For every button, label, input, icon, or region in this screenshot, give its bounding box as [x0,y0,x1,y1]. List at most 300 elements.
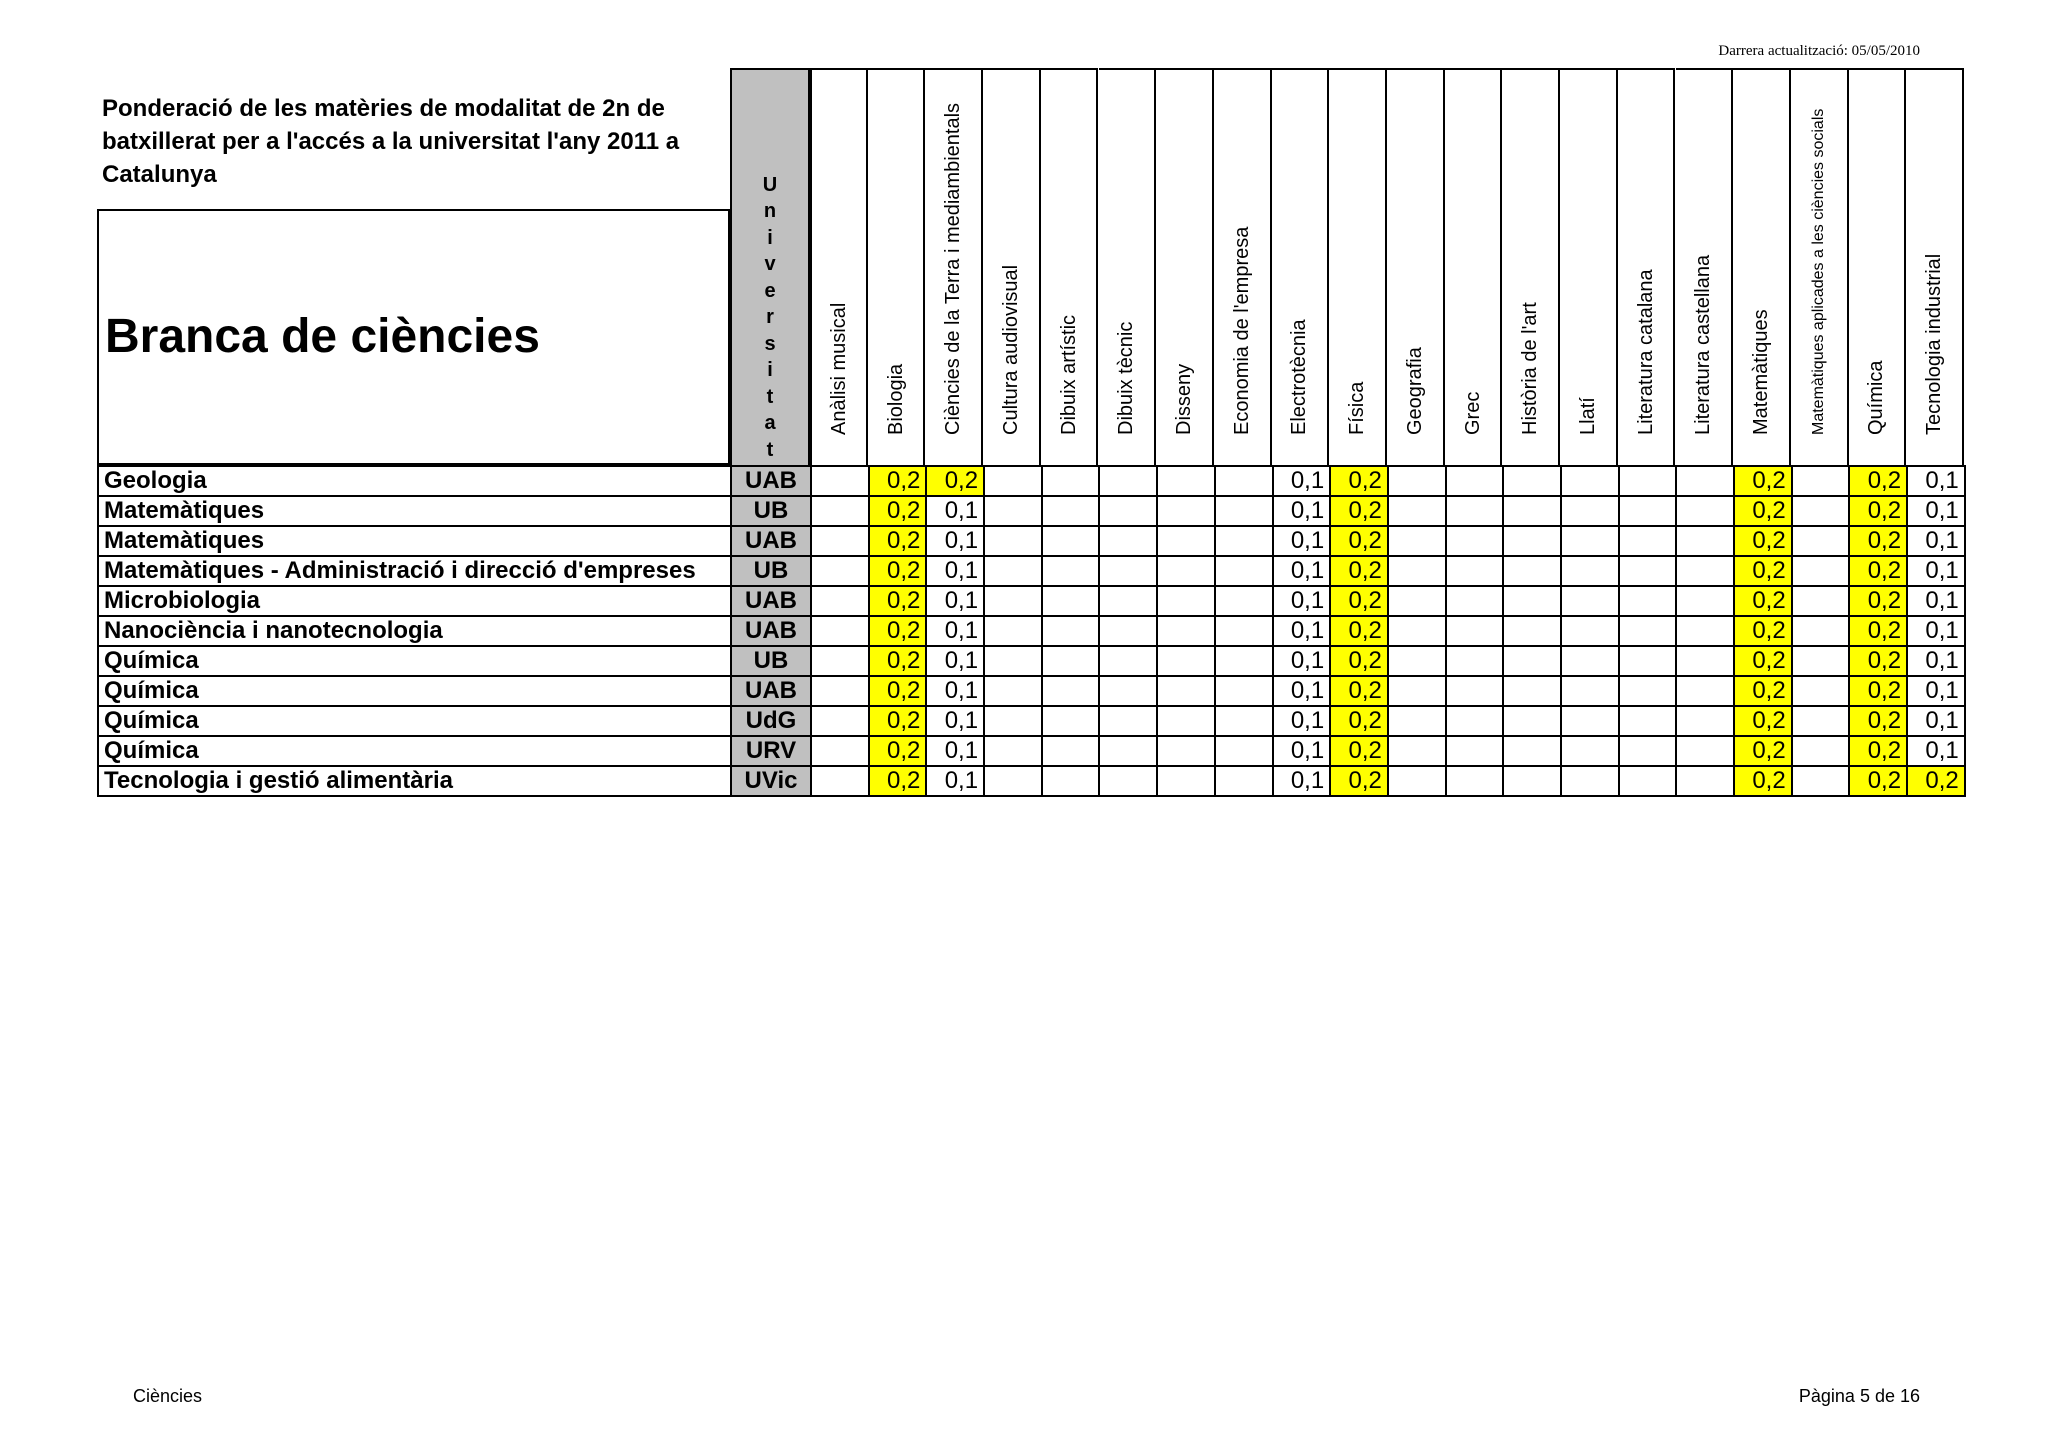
degree-cell: Nanociència i nanotecnologia [98,616,731,646]
weight-cell [1215,616,1273,646]
weight-cell: 0,2 [1849,676,1907,706]
subject-header [983,68,1041,465]
weight-cell [1619,646,1677,676]
weight-cell: 0,2 [1734,496,1792,526]
university-cell: UB [731,496,811,526]
weight-cell: 0,1 [926,586,984,616]
weight-cell [1157,466,1215,496]
weight-cell [1503,526,1561,556]
weight-cell [1561,766,1619,796]
subject-header [925,68,983,465]
weight-cell: 0,1 [926,496,984,526]
weight-cell [811,616,869,646]
weight-cell [1676,766,1734,796]
weight-cell [1503,496,1561,526]
weight-cell: 0,1 [1907,496,1965,526]
subject-header [1791,68,1849,465]
weight-cell [1503,646,1561,676]
weight-cell: 0,1 [1273,616,1331,646]
weight-cell [1792,586,1850,616]
weight-cell [984,676,1042,706]
weight-cell [1446,466,1504,496]
weight-cell [811,706,869,736]
weight-cell: 0,2 [869,616,927,646]
weight-cell [1388,466,1446,496]
weight-cell: 0,2 [1330,706,1388,736]
university-cell: UB [731,646,811,676]
weight-cell [811,676,869,706]
weight-cell: 0,2 [1907,766,1965,796]
weight-cell [1619,616,1677,646]
weight-cell: 0,1 [1907,646,1965,676]
weight-cell [811,736,869,766]
weight-cell [1446,496,1504,526]
weight-cell [1042,646,1100,676]
weight-cell [1792,466,1850,496]
weight-cell: 0,1 [1273,556,1331,586]
weight-cell: 0,1 [1273,586,1331,616]
table-row [98,466,1965,496]
weight-cell [1619,676,1677,706]
weight-cell: 0,1 [1907,676,1965,706]
subject-header-label: Química [1865,360,1888,435]
weight-cell [1446,646,1504,676]
weight-cell [1503,766,1561,796]
weight-cell [1792,646,1850,676]
degree-cell: Matemàtiques - Administració i direcció d'empreses [98,556,731,586]
weight-cell [1099,466,1157,496]
last-update-date: Darrera actualització: 05/05/2010 [1718,43,1920,59]
university-cell: UVic [731,766,811,796]
weight-cell: 0,1 [926,736,984,766]
university-cell: UdG [731,706,811,736]
weight-cell [1388,766,1446,796]
weight-cell [1042,556,1100,586]
weight-cell: 0,1 [926,526,984,556]
weight-cell [1388,616,1446,646]
weight-cell [1215,736,1273,766]
weight-cell [1099,736,1157,766]
weight-cell: 0,1 [1273,676,1331,706]
weight-cell [1676,586,1734,616]
weight-cell [1503,736,1561,766]
weight-cell [1446,706,1504,736]
weight-cell [1388,556,1446,586]
table-row [98,586,1965,616]
weight-cell [1215,526,1273,556]
weight-cell [811,646,869,676]
weight-cell [1792,676,1850,706]
weight-cell [1503,676,1561,706]
weight-cell: 0,2 [1330,526,1388,556]
weight-cell [1676,496,1734,526]
weight-cell [1446,556,1504,586]
weight-cell: 0,1 [1273,466,1331,496]
subject-header-label: Literatura castellana [1692,254,1715,435]
subject-header-label: Dibuix tècnic [1115,321,1138,435]
weight-cell: 0,2 [869,766,927,796]
weight-cell [1561,586,1619,616]
subject-header-label: Grec [1461,391,1484,435]
weight-cell [1561,736,1619,766]
weight-cell: 0,2 [1330,616,1388,646]
weight-cell [1676,676,1734,706]
degree-cell: Química [98,706,731,736]
weight-cell: 0,1 [926,646,984,676]
weight-cell: 0,2 [869,526,927,556]
weight-cell: 0,2 [1734,616,1792,646]
weight-cell: 0,1 [1273,766,1331,796]
table-row [98,496,1965,526]
weight-cell: 0,2 [1849,526,1907,556]
weight-cell: 0,1 [1273,646,1331,676]
weight-cell [1157,556,1215,586]
weight-cell [811,586,869,616]
weight-cell [1388,706,1446,736]
weight-cell: 0,2 [1330,496,1388,526]
subject-header [1445,68,1503,465]
table-row [98,736,1965,766]
weight-cell [984,766,1042,796]
weight-cell: 0,2 [1330,556,1388,586]
weight-cell [811,766,869,796]
weight-cell [1099,676,1157,706]
weight-cell [1619,466,1677,496]
weight-cell: 0,1 [926,706,984,736]
subject-header [1156,68,1214,465]
table-row [98,646,1965,676]
weight-cell: 0,1 [926,556,984,586]
weight-cell: 0,2 [869,556,927,586]
degree-cell: Matemàtiques [98,496,731,526]
weight-cell [1561,556,1619,586]
subject-header [1272,68,1330,465]
weight-cell: 0,2 [1849,466,1907,496]
weight-cell: 0,2 [869,706,927,736]
weight-cell [1503,466,1561,496]
subject-header-label: Biologia [884,363,907,435]
weight-cell [1157,496,1215,526]
weight-cell [1215,766,1273,796]
university-cell: UAB [731,466,811,496]
weight-cell [1099,616,1157,646]
weight-cell [1792,706,1850,736]
weight-cell [1561,646,1619,676]
weight-cell [1388,496,1446,526]
weight-cell [1619,736,1677,766]
weight-cell [984,496,1042,526]
weight-cell: 0,2 [1849,706,1907,736]
weight-cell [1099,556,1157,586]
weight-cell: 0,1 [1273,736,1331,766]
weight-cell [984,646,1042,676]
weight-cell [1561,466,1619,496]
table-row [98,676,1965,706]
weighting-table [97,465,1966,797]
weight-cell: 0,1 [926,766,984,796]
subject-header [1849,68,1907,465]
weight-cell [1042,706,1100,736]
weight-cell [1099,526,1157,556]
weight-cell [1388,646,1446,676]
weight-cell: 0,1 [1907,706,1965,736]
university-cell: UB [731,556,811,586]
subject-header [810,68,868,465]
weight-cell: 0,2 [1849,586,1907,616]
subject-header-label: Geografia [1403,347,1426,435]
degree-cell: Tecnologia i gestió alimentària [98,766,731,796]
weight-cell: 0,1 [1907,556,1965,586]
weight-cell [1042,586,1100,616]
weight-cell [984,736,1042,766]
subject-header-label: Electrotècnia [1288,319,1311,435]
degree-cell: Química [98,646,731,676]
subject-header [1618,68,1676,465]
weight-cell [1388,676,1446,706]
weight-cell [1619,556,1677,586]
weight-cell: 0,1 [1907,526,1965,556]
weight-cell: 0,2 [1734,706,1792,736]
weight-cell [984,466,1042,496]
degree-cell: Geologia [98,466,731,496]
weight-cell: 0,2 [1330,676,1388,706]
weight-cell: 0,2 [1330,586,1388,616]
weight-cell: 0,2 [926,466,984,496]
weight-cell [811,556,869,586]
weight-cell [1388,586,1446,616]
subject-header-label: Disseny [1173,363,1196,435]
subject-header [1560,68,1618,465]
weight-cell [984,706,1042,736]
weight-cell [1042,766,1100,796]
weight-cell: 0,2 [1734,736,1792,766]
subject-header [1214,68,1272,465]
weight-cell: 0,2 [869,736,927,766]
weight-cell [1503,616,1561,646]
table-row [98,706,1965,736]
weight-cell [1099,646,1157,676]
weight-cell: 0,2 [1734,676,1792,706]
weight-cell [1561,706,1619,736]
weight-cell [984,586,1042,616]
weight-cell [811,466,869,496]
subject-header-label: Tecnologia industrial [1923,253,1946,435]
subject-header [1676,68,1734,465]
subject-header [1906,68,1964,465]
weight-cell: 0,2 [1849,736,1907,766]
weight-cell [1388,526,1446,556]
weight-cell [1099,496,1157,526]
weight-cell [1561,616,1619,646]
weight-cell: 0,2 [1734,586,1792,616]
weight-cell [1619,766,1677,796]
subject-header-label: Ciències de la Terra i mediambientals [942,102,965,435]
weight-cell [1042,736,1100,766]
degree-cell: Matemàtiques [98,526,731,556]
weight-cell [984,616,1042,646]
weight-cell [811,526,869,556]
subject-header [1387,68,1445,465]
weight-cell: 0,1 [1273,706,1331,736]
weight-cell: 0,1 [1907,616,1965,646]
weight-cell [1042,526,1100,556]
weight-cell [1099,586,1157,616]
weight-cell [1503,556,1561,586]
weight-cell: 0,2 [869,586,927,616]
footer-section-name: Ciències [133,1386,203,1406]
subject-header [1099,68,1157,465]
university-cell: UAB [731,676,811,706]
weight-cell [1792,556,1850,586]
weight-cell: 0,2 [1734,466,1792,496]
subject-header-label: Matemàtiques [1750,309,1773,435]
subject-header-label: Matemàtiques aplicades a les ciències socials [1809,108,1827,435]
weight-cell [1215,646,1273,676]
weight-cell [1792,736,1850,766]
weight-cell: 0,2 [1734,646,1792,676]
subject-header [1329,68,1387,465]
weight-cell [1215,466,1273,496]
weight-cell [1157,586,1215,616]
weight-cell [1503,706,1561,736]
weight-cell: 0,2 [1849,496,1907,526]
weight-cell: 0,1 [1907,466,1965,496]
university-cell: UAB [731,526,811,556]
weight-cell [1215,586,1273,616]
weight-cell [1042,616,1100,646]
weight-cell [811,496,869,526]
table-row [98,616,1965,646]
weight-cell [1676,616,1734,646]
weight-cell: 0,2 [1734,766,1792,796]
weight-cell [1215,556,1273,586]
subject-header-label: Economia de l'empresa [1230,226,1253,435]
subject-header-label: Història de l'art [1519,302,1542,435]
weight-cell [1157,736,1215,766]
weight-cell [1446,766,1504,796]
weight-cell [984,556,1042,586]
weight-cell [1215,496,1273,526]
weight-cell [1503,586,1561,616]
weight-cell [1561,496,1619,526]
weight-cell [1157,766,1215,796]
weight-cell [1446,526,1504,556]
subject-header [1502,68,1560,465]
subject-header [868,68,926,465]
weight-cell [1792,526,1850,556]
weight-cell: 0,2 [1734,526,1792,556]
weight-cell [1561,676,1619,706]
weight-cell [1042,496,1100,526]
subject-header-label: Dibuix artístic [1057,314,1080,435]
weight-cell [1446,616,1504,646]
weight-cell [1792,496,1850,526]
degree-cell: Química [98,736,731,766]
subject-header-label: Cultura audiovisual [999,264,1022,435]
weight-cell [1157,526,1215,556]
weight-cell: 0,2 [869,496,927,526]
weight-cell: 0,1 [1273,526,1331,556]
subject-header-label: Literatura catalana [1634,269,1657,435]
document-title: Ponderació de les matèries de modalitat de 2n de batxillerat per a l'accés a la universitat l'any 2011 a Catalunya [102,95,680,188]
weight-cell [1099,706,1157,736]
weight-cell: 0,2 [869,676,927,706]
weight-cell [1676,646,1734,676]
weight-cell [1157,616,1215,646]
weight-cell: 0,2 [1849,646,1907,676]
weight-cell [1676,466,1734,496]
weight-cell: 0,2 [869,466,927,496]
weight-cell [1446,676,1504,706]
weight-cell [1676,526,1734,556]
subject-header-label: Llatí [1576,397,1599,435]
university-cell: UAB [731,616,811,646]
weight-cell [1676,736,1734,766]
weight-cell [1157,706,1215,736]
weight-cell: 0,1 [1907,736,1965,766]
degree-cell: Química [98,676,731,706]
weight-cell: 0,2 [1734,556,1792,586]
subject-header-label: Anàlisi musical [827,302,850,435]
weight-cell [1676,556,1734,586]
subject-header [1733,68,1791,465]
weight-cell [1042,676,1100,706]
weight-cell: 0,1 [1907,586,1965,616]
weight-cell [1446,736,1504,766]
weight-cell [1388,736,1446,766]
weight-cell [1157,676,1215,706]
weight-cell [984,526,1042,556]
table-row [98,556,1965,586]
footer-page-number: Pàgina 5 de 16 [1798,1386,1920,1406]
weight-cell: 0,2 [1849,616,1907,646]
weight-cell: 0,2 [1330,736,1388,766]
weight-cell [1042,466,1100,496]
weight-cell [1619,706,1677,736]
university-cell: UAB [731,586,811,616]
weight-cell [1676,706,1734,736]
weight-cell [1792,616,1850,646]
subject-header-label: Física [1346,381,1369,435]
weight-cell [1215,706,1273,736]
weight-cell [1157,646,1215,676]
weight-cell [1619,496,1677,526]
weight-cell [1099,766,1157,796]
weight-cell: 0,1 [1273,496,1331,526]
weight-cell: 0,1 [926,616,984,646]
university-cell: URV [731,736,811,766]
weight-cell [1619,526,1677,556]
weight-cell [1446,586,1504,616]
degree-cell: Microbiologia [98,586,731,616]
university-column-header [730,68,810,465]
subject-header [1041,68,1099,465]
weight-cell: 0,2 [1849,766,1907,796]
weight-cell: 0,2 [1330,646,1388,676]
table-row [98,766,1965,796]
weight-cell: 0,2 [869,646,927,676]
branch-title: Branca de ciències [105,310,540,363]
weight-cell [1561,526,1619,556]
university-header-letters: U n i v e r s i t a t [762,173,778,461]
weight-cell [1619,586,1677,616]
weight-cell: 0,1 [926,676,984,706]
weight-cell: 0,2 [1330,766,1388,796]
table-row [98,526,1965,556]
weight-cell [1792,766,1850,796]
weight-cell [1215,676,1273,706]
weight-cell: 0,2 [1330,466,1388,496]
